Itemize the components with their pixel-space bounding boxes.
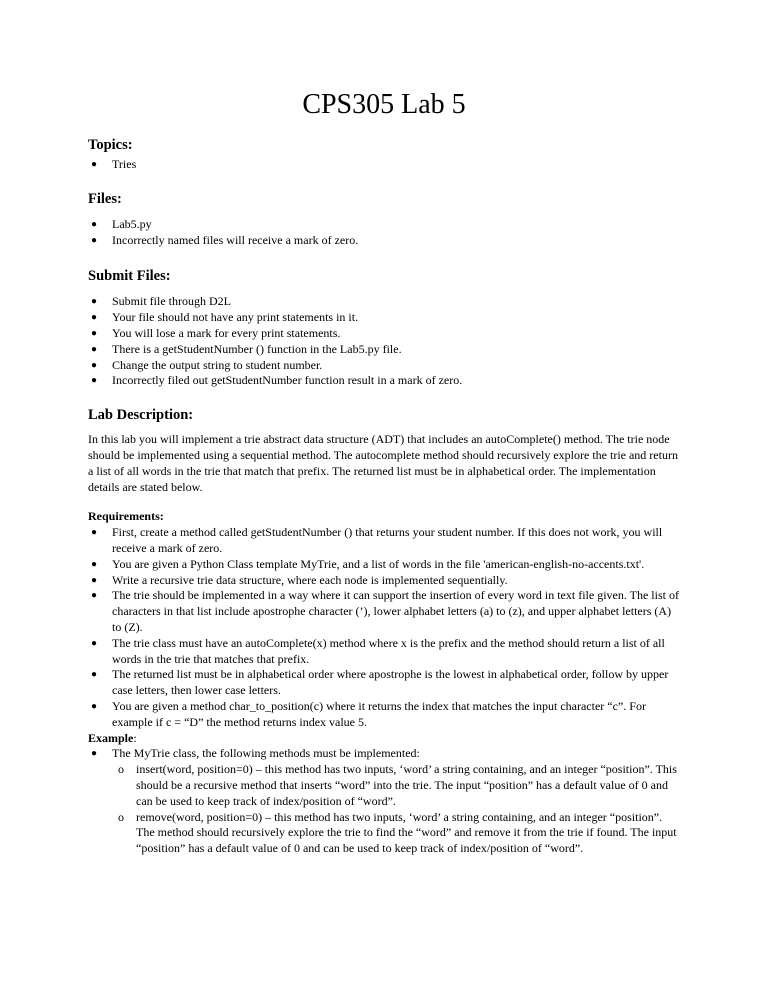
method-item-remove: o remove(word, position=0) – this method has two inputs, ‘word’ a string containing, and an integer “position”. The method should recursively explore the trie to find the “word” and remove it from the trie if found. The input “position” has a default value of 0 and can be used to keep track of index/position of “word”.: [88, 810, 683, 857]
list-item: ● You are given a method char_to_position(c) where it returns the index that matches the input character “c”. For example if c = “D” the method returns index value 5.: [88, 699, 683, 731]
submit-files-list: [88, 294, 683, 389]
document-body: [88, 137, 683, 857]
example-colon: :: [133, 730, 137, 745]
list-item: ● The returned list must be in alphabetical order where apostrophe is the lowest in alphabetical order, follow by upper case letters, then lower case letters.: [88, 667, 683, 699]
topics-list: [88, 157, 683, 173]
list-item: ● Incorrectly filed out getStudentNumber function result in a mark of zero.: [88, 373, 683, 389]
list-item: ● You are given a Python Class template MyTrie, and a list of words in the file 'american-english-no-accents.txt'.: [88, 557, 683, 573]
list-item: ● Your file should not have any print statements in it.: [88, 310, 683, 326]
example-heading-line: [88, 731, 683, 747]
example-list: [88, 746, 683, 857]
requirements-list: [88, 525, 683, 730]
list-item: ● The trie class must have an autoComplete(x) method where x is the prefix and the method should return a list of all words in the trie that matches that prefix.: [88, 636, 683, 668]
topics-heading: Topics:: [88, 137, 133, 153]
methods-list: [112, 762, 683, 857]
submit-files-heading: Submit Files:: [88, 268, 171, 285]
list-item: ● You will lose a mark for every print statements.: [88, 326, 683, 342]
list-item: ● Incorrectly named files will receive a mark of zero.: [88, 233, 683, 249]
example-intro: The MyTrie class, the following methods must be implemented:: [112, 746, 420, 761]
files-heading: Files:: [88, 190, 122, 207]
list-item: ● Change the output string to student number.: [88, 358, 683, 374]
list-item: ● Write a recursive trie data structure, where each node is implemented sequentially.: [88, 573, 683, 589]
list-item: ● Tries: [88, 157, 683, 173]
requirements-heading: Requirements:: [88, 509, 164, 524]
files-list: [88, 217, 683, 249]
list-item: ● First, create a method called getStudentNumber () that returns your student number. If this does not work, you will receive a mark of zero.: [88, 525, 683, 557]
lab-description-heading: Lab Description:: [88, 407, 194, 424]
list-item: ● There is a getStudentNumber () function in the Lab5.py file.: [88, 342, 683, 358]
list-item: ● The trie should be implemented in a way where it can support the insertion of every word in text file given. The list of characters in that list include apostrophe character (’), lower alphabet letters (a) to (z), and upper alphabet letters (A) to (Z).: [88, 588, 683, 635]
list-item: ● Lab5.py: [88, 217, 683, 233]
example-heading: Example: [88, 730, 134, 745]
document-title: CPS305 Lab 5: [302, 89, 466, 120]
method-item-insert: o insert(word, position=0) – this method has two inputs, ‘word’ a string containing, and an integer “position”. This should be a recursive method that inserts “word” into the trie. The input “position” has a default value of 0 and can be used to keep track of index/position of “word”.: [88, 762, 683, 809]
lab-description-paragraph: In this lab you will implement a trie abstract data structure (ADT) that includes an autoComplete() method. The trie node should be implemented using a sequential method. The autocomplete method should recursively explore the trie and return a list of all words in the trie that match that prefix. The returned list must be in alphabetical order. The implementation details are stated below.: [88, 432, 678, 494]
list-item: [88, 746, 683, 857]
list-item: ● Submit file through D2L: [88, 294, 683, 310]
